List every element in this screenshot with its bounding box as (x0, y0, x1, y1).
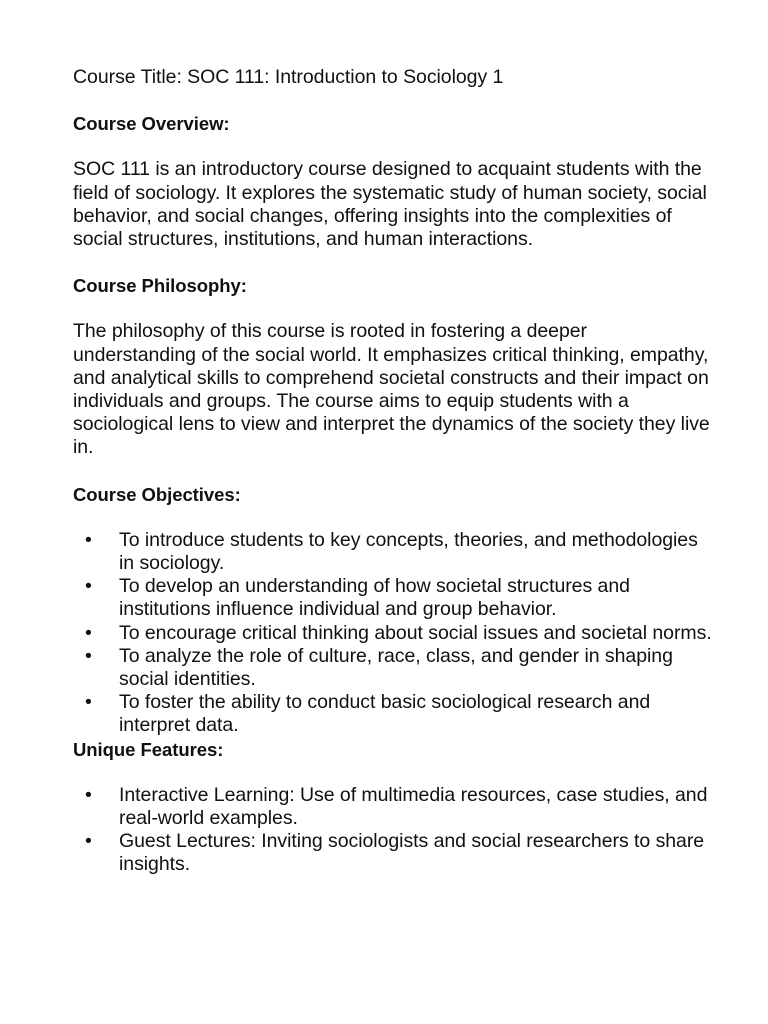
list-item (73, 622, 713, 645)
objective-text: To encourage critical thinking about social issues and societal norms. (119, 621, 712, 644)
feature-text: Guest Lectures: Inviting sociologists and social researchers to share insights. (119, 830, 705, 876)
overview-text: SOC 111 is an introductory course designed to acquaint students with the field of sociology. It explores the systematic study of human society, social behavior, and social changes, offering insights into the complexities of social structures, institutions, and human interactions. (73, 158, 707, 251)
objective-text: To develop an understanding of how societal structures and institutions influence individual and group behavior. (119, 575, 630, 621)
list-item (73, 645, 713, 691)
objective-text: To introduce students to key concepts, theories, and methodologies in sociology. (119, 528, 698, 575)
philosophy-text: The philosophy of this course is rooted in fostering a deeper understanding of the social world. It emphasizes critical thinking, empathy, and analytical skills to comprehend societal constructs and their impact on individuals and groups. The course aims to equip students with a sociological lens to view and interpret the dynamics of the society they live in. (73, 320, 710, 459)
unique-features-heading: Unique Features: (73, 738, 224, 760)
philosophy-heading: Course Philosophy: (73, 275, 247, 297)
bullet-icon: • (85, 575, 92, 598)
document-page (73, 66, 713, 877)
bullet-icon: • (85, 621, 92, 644)
objectives-heading: Course Objectives: (73, 483, 241, 505)
bullet-icon: • (85, 783, 92, 806)
objective-text: To analyze the role of culture, race, class, and gender in shaping social identities. (119, 644, 673, 691)
bullet-icon: • (85, 528, 92, 551)
list-item (73, 784, 713, 830)
bullet-icon: • (85, 830, 92, 853)
list-item (73, 575, 713, 621)
objectives-list (73, 529, 713, 738)
objective-text: To foster the ability to conduct basic sociological research and interpret data. (119, 691, 651, 737)
bullet-icon: • (85, 644, 92, 667)
list-item (73, 529, 713, 575)
course-title: Course Title: SOC 111: Introduction to Sociology 1 (73, 66, 504, 88)
feature-text: Interactive Learning: Use of multimedia resources, case studies, and real-world examples. (119, 783, 708, 830)
overview-heading: Course Overview: (73, 113, 230, 135)
bullet-icon: • (85, 691, 92, 714)
list-item (73, 691, 713, 737)
unique-features-list (73, 784, 713, 877)
list-item (73, 830, 713, 876)
